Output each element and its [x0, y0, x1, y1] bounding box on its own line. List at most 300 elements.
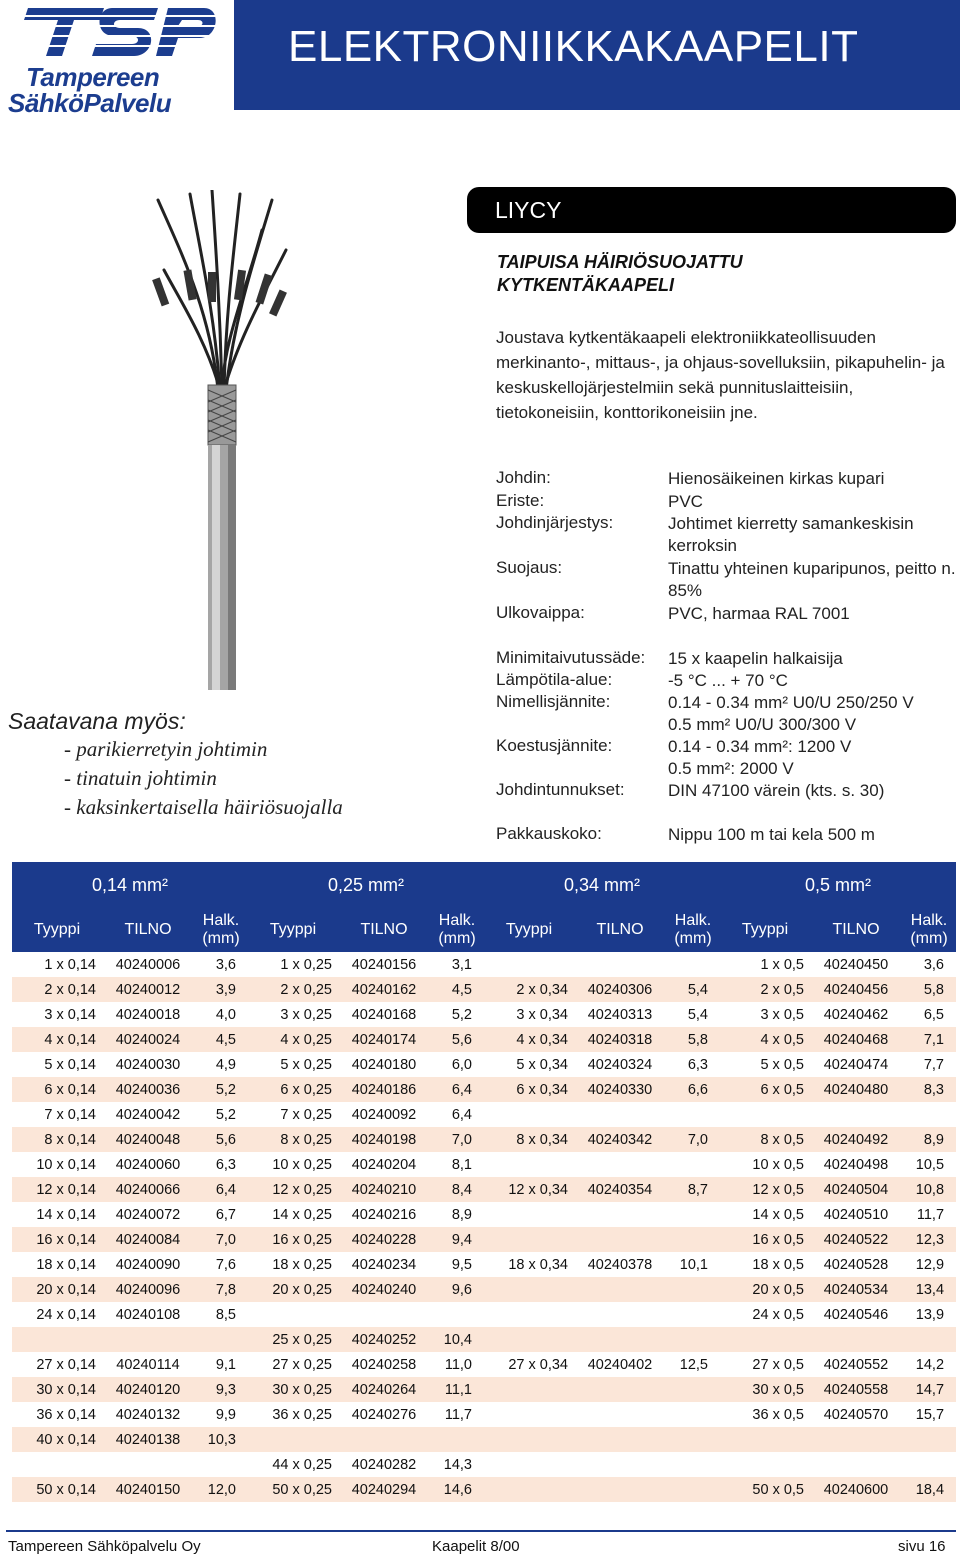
- cell-tilno: 40240402: [574, 1352, 666, 1377]
- cell-tilno: [574, 1102, 666, 1127]
- table-row: [12, 1427, 956, 1452]
- cell-tilno: 40240048: [102, 1127, 194, 1152]
- cell-type: [484, 1477, 574, 1502]
- spec-value: 0.14 - 0.34 mm²: 1200 V 0.5 mm²: 2000 V: [668, 737, 852, 778]
- cell-type: [484, 1202, 574, 1227]
- cell-tilno: 40240570: [810, 1402, 902, 1427]
- cell-type: 36 x 0,25: [248, 1402, 338, 1427]
- table-row: [12, 1077, 956, 1102]
- product-description: Joustava kytkentäkaapeli elektroniikkateollisuuden merkinanto-, mittaus-, ja ohjaus-sovelluksiin, pikapuhelin- ja keskuskellojärjestelmiin sekä punnituslaitteisiin, tietokoneisiin, konttorikoneisiin jne.: [496, 328, 945, 422]
- cell-tilno: 40240354: [574, 1177, 666, 1202]
- cell-tilno: 40240510: [810, 1202, 902, 1227]
- cell-type: 16 x 0,14: [12, 1227, 102, 1252]
- cell-diameter: [666, 952, 720, 977]
- footer-catalog: Kaapelit 8/00: [432, 1538, 520, 1555]
- spec-label: Eriste:: [496, 491, 545, 510]
- cell-diameter: 3,9: [194, 977, 248, 1002]
- cell-type: 2 x 0,34: [484, 977, 574, 1002]
- cell-type: [484, 1377, 574, 1402]
- spec-label: Pakkauskoko:: [496, 824, 602, 843]
- column-diameter: Halk. (mm): [902, 908, 956, 952]
- cell-tilno: 40240174: [338, 1027, 430, 1052]
- cell-type: 5 x 0,14: [12, 1052, 102, 1077]
- cell-type: 4 x 0,25: [248, 1027, 338, 1052]
- cell-type: [720, 1327, 810, 1352]
- cell-diameter: [666, 1327, 720, 1352]
- cell-diameter: 9,3: [194, 1377, 248, 1402]
- cell-type: 12 x 0,14: [12, 1177, 102, 1202]
- cell-tilno: [574, 1277, 666, 1302]
- spec-label: Johdin:: [496, 468, 551, 487]
- cell-tilno: [574, 1302, 666, 1327]
- cell-type: 20 x 0,14: [12, 1277, 102, 1302]
- product-code: LIYCY: [495, 197, 562, 223]
- cell-type: [484, 1452, 574, 1477]
- page-footer: [6, 1530, 956, 1556]
- cell-diameter: 10,1: [666, 1252, 720, 1277]
- cell-diameter: 11,1: [430, 1377, 484, 1402]
- cell-diameter: 8,9: [902, 1127, 956, 1152]
- cell-diameter: 14,3: [430, 1452, 484, 1477]
- cell-type: 5 x 0,25: [248, 1052, 338, 1077]
- cell-tilno: 40240030: [102, 1052, 194, 1077]
- cell-tilno: 40240084: [102, 1227, 194, 1252]
- group-cross-section: 0,25 mm²: [248, 862, 484, 908]
- logo-text-line2: SähköPalvelu: [8, 88, 172, 118]
- cell-type: 1 x 0,25: [248, 952, 338, 977]
- cell-type: 4 x 0,5: [720, 1027, 810, 1052]
- cell-tilno: 40240498: [810, 1152, 902, 1177]
- column-tilno: TILNO: [810, 908, 902, 952]
- cell-type: 30 x 0,25: [248, 1377, 338, 1402]
- cell-diameter: 6,6: [666, 1077, 720, 1102]
- column-tilno: TILNO: [574, 908, 666, 952]
- cell-diameter: [902, 1102, 956, 1127]
- cell-tilno: 40240378: [574, 1252, 666, 1277]
- also-item: - tinatuin johtimin: [64, 766, 217, 790]
- cell-type: 36 x 0,5: [720, 1402, 810, 1427]
- company-logo: [8, 6, 218, 116]
- cell-diameter: 9,1: [194, 1352, 248, 1377]
- cell-type: 1 x 0,14: [12, 952, 102, 977]
- cell-tilno: [574, 1477, 666, 1502]
- cell-diameter: [666, 1277, 720, 1302]
- cell-tilno: 40240534: [810, 1277, 902, 1302]
- cell-diameter: 5,6: [194, 1127, 248, 1152]
- cell-diameter: 9,9: [194, 1402, 248, 1427]
- cell-type: 50 x 0,25: [248, 1477, 338, 1502]
- cell-diameter: 8,9: [430, 1202, 484, 1227]
- table-row: [12, 1127, 956, 1152]
- cell-tilno: 40240114: [102, 1352, 194, 1377]
- table-row: [12, 1027, 956, 1052]
- cell-tilno: 40240186: [338, 1077, 430, 1102]
- cell-tilno: 40240006: [102, 952, 194, 977]
- cell-type: [484, 1402, 574, 1427]
- spec-value: 15 x kaapelin halkaisija: [668, 649, 843, 668]
- column-tilno: TILNO: [102, 908, 194, 952]
- cell-tilno: 40240018: [102, 1002, 194, 1027]
- cell-tilno: 40240108: [102, 1302, 194, 1327]
- spec-value: 0.14 - 0.34 mm² U0/U 250/250 V 0.5 mm² U0/U 300/300 V: [668, 693, 914, 734]
- spec-value: -5 °C ... + 70 °C: [668, 671, 788, 690]
- cell-diameter: [666, 1227, 720, 1252]
- table-row: [12, 1202, 956, 1227]
- cell-diameter: 14,6: [430, 1477, 484, 1502]
- cell-type: 20 x 0,25: [248, 1277, 338, 1302]
- cell-type: 20 x 0,5: [720, 1277, 810, 1302]
- product-table: [12, 862, 956, 1502]
- spec-label: Minimitaivutussäde:: [496, 648, 646, 667]
- cell-type: 6 x 0,5: [720, 1077, 810, 1102]
- cell-diameter: [194, 1327, 248, 1352]
- cell-tilno: 40240180: [338, 1052, 430, 1077]
- cell-diameter: 9,4: [430, 1227, 484, 1252]
- cell-diameter: 12,9: [902, 1252, 956, 1277]
- cell-type: [248, 1302, 338, 1327]
- cell-type: 6 x 0,14: [12, 1077, 102, 1102]
- cell-tilno: [574, 1377, 666, 1402]
- cell-tilno: 40240036: [102, 1077, 194, 1102]
- cell-diameter: 7,8: [194, 1277, 248, 1302]
- cell-diameter: 6,4: [430, 1102, 484, 1127]
- cell-type: 2 x 0,5: [720, 977, 810, 1002]
- cell-type: 4 x 0,34: [484, 1027, 574, 1052]
- cell-tilno: [574, 1452, 666, 1477]
- cell-diameter: [666, 1302, 720, 1327]
- cell-diameter: 4,5: [430, 977, 484, 1002]
- table-row: [12, 1277, 956, 1302]
- cell-tilno: 40240552: [810, 1352, 902, 1377]
- cell-type: 18 x 0,14: [12, 1252, 102, 1277]
- cell-diameter: 7,0: [430, 1127, 484, 1152]
- cell-type: 14 x 0,5: [720, 1202, 810, 1227]
- cell-tilno: 40240150: [102, 1477, 194, 1502]
- cell-diameter: 8,7: [666, 1177, 720, 1202]
- table-row: [12, 1377, 956, 1402]
- cell-type: [484, 952, 574, 977]
- column-type: Tyyppi: [720, 908, 810, 952]
- cell-tilno: [102, 1452, 194, 1477]
- cell-type: 8 x 0,5: [720, 1127, 810, 1152]
- cell-tilno: 40240468: [810, 1027, 902, 1052]
- table-row: [12, 1252, 956, 1277]
- table-row: [12, 1152, 956, 1177]
- cell-diameter: [194, 1452, 248, 1477]
- cell-diameter: 5,2: [194, 1077, 248, 1102]
- spec-value: Nippu 100 m tai kela 500 m: [668, 825, 875, 844]
- cell-tilno: 40240228: [338, 1227, 430, 1252]
- cell-diameter: 8,3: [902, 1077, 956, 1102]
- cell-type: 10 x 0,25: [248, 1152, 338, 1177]
- cell-tilno: [574, 1327, 666, 1352]
- spec-value: PVC: [668, 492, 703, 511]
- cell-tilno: 40240168: [338, 1002, 430, 1027]
- cell-diameter: 9,5: [430, 1252, 484, 1277]
- cell-diameter: 6,4: [194, 1177, 248, 1202]
- cell-tilno: 40240528: [810, 1252, 902, 1277]
- cell-diameter: 14,7: [902, 1377, 956, 1402]
- cell-tilno: 40240276: [338, 1402, 430, 1427]
- cell-diameter: 7,6: [194, 1252, 248, 1277]
- cell-tilno: 40240450: [810, 952, 902, 977]
- cell-tilno: 40240090: [102, 1252, 194, 1277]
- table-row: [12, 1002, 956, 1027]
- cell-tilno: 40240318: [574, 1027, 666, 1052]
- cell-tilno: 40240072: [102, 1202, 194, 1227]
- cell-diameter: 3,6: [194, 952, 248, 977]
- page-title: ELEKTRONIIKKAKAAPELIT: [288, 22, 859, 71]
- cell-type: 8 x 0,14: [12, 1127, 102, 1152]
- cell-diameter: 6,3: [194, 1152, 248, 1177]
- spec-value: Tinattu yhteinen kuparipunos, peitto n. 85%: [668, 559, 956, 600]
- cell-tilno: 40240060: [102, 1152, 194, 1177]
- cell-diameter: 10,4: [430, 1327, 484, 1352]
- cell-tilno: 40240138: [102, 1427, 194, 1452]
- cell-type: 8 x 0,25: [248, 1127, 338, 1152]
- cell-diameter: 11,7: [902, 1202, 956, 1227]
- cell-type: 3 x 0,14: [12, 1002, 102, 1027]
- cell-type: [484, 1227, 574, 1252]
- spec-value: Hienosäikeinen kirkas kupari: [668, 469, 885, 488]
- cell-diameter: 14,2: [902, 1352, 956, 1377]
- cell-diameter: 12,5: [666, 1352, 720, 1377]
- cell-diameter: [666, 1427, 720, 1452]
- cell-diameter: [666, 1477, 720, 1502]
- cell-type: 18 x 0,25: [248, 1252, 338, 1277]
- table-row: [12, 1477, 956, 1502]
- cell-diameter: 11,0: [430, 1352, 484, 1377]
- table-row: [12, 1452, 956, 1477]
- cell-tilno: [574, 1202, 666, 1227]
- cell-tilno: [810, 1327, 902, 1352]
- cell-diameter: 8,5: [194, 1302, 248, 1327]
- cell-tilno: 40240522: [810, 1227, 902, 1252]
- cell-type: 18 x 0,5: [720, 1252, 810, 1277]
- cell-type: 36 x 0,14: [12, 1402, 102, 1427]
- cell-tilno: [810, 1427, 902, 1452]
- product-code-banner: [467, 187, 956, 233]
- cell-type: 50 x 0,5: [720, 1477, 810, 1502]
- cell-diameter: [902, 1427, 956, 1452]
- cell-diameter: 8,1: [430, 1152, 484, 1177]
- cell-tilno: 40240162: [338, 977, 430, 1002]
- cell-tilno: 40240012: [102, 977, 194, 1002]
- cell-type: 6 x 0,25: [248, 1077, 338, 1102]
- cell-type: 12 x 0,34: [484, 1177, 574, 1202]
- cell-diameter: 5,2: [430, 1002, 484, 1027]
- cell-type: 12 x 0,25: [248, 1177, 338, 1202]
- cell-type: 8 x 0,34: [484, 1127, 574, 1152]
- cell-tilno: 40240342: [574, 1127, 666, 1152]
- column-type: Tyyppi: [12, 908, 102, 952]
- cell-type: 12 x 0,5: [720, 1177, 810, 1202]
- product-subtitle: [497, 251, 917, 297]
- table-row: [12, 1352, 956, 1377]
- table-row: [12, 1177, 956, 1202]
- cell-tilno: 40240324: [574, 1052, 666, 1077]
- also-title: Saatavana myös:: [8, 708, 186, 734]
- subtitle-line: TAIPUISA HÄIRIÖSUOJATTU: [497, 252, 743, 272]
- cell-type: 27 x 0,5: [720, 1352, 810, 1377]
- cell-tilno: 40240264: [338, 1377, 430, 1402]
- cell-tilno: 40240294: [338, 1477, 430, 1502]
- cell-type: [12, 1452, 102, 1477]
- cell-tilno: 40240096: [102, 1277, 194, 1302]
- spec-label: Nimellisjännite:: [496, 692, 611, 711]
- cell-diameter: [666, 1102, 720, 1127]
- cell-type: 30 x 0,5: [720, 1377, 810, 1402]
- cell-tilno: 40240204: [338, 1152, 430, 1177]
- cell-type: 2 x 0,14: [12, 977, 102, 1002]
- cell-type: 10 x 0,14: [12, 1152, 102, 1177]
- cell-diameter: 7,1: [902, 1027, 956, 1052]
- cell-diameter: [902, 1452, 956, 1477]
- cell-type: 5 x 0,5: [720, 1052, 810, 1077]
- cell-diameter: 12,3: [902, 1227, 956, 1252]
- column-diameter: Halk. (mm): [666, 908, 720, 952]
- group-cross-section: 0,5 mm²: [720, 862, 956, 908]
- cell-type: [484, 1152, 574, 1177]
- cell-diameter: 11,7: [430, 1402, 484, 1427]
- also-item: - kaksinkertaisella häiriösuojalla: [64, 795, 343, 819]
- cell-tilno: 40240258: [338, 1352, 430, 1377]
- spec-value: Johtimet kierretty samankeskisin kerroksin: [668, 514, 914, 555]
- cell-type: 27 x 0,14: [12, 1352, 102, 1377]
- cell-type: 6 x 0,34: [484, 1077, 574, 1102]
- cell-type: 7 x 0,14: [12, 1102, 102, 1127]
- column-diameter: Halk. (mm): [194, 908, 248, 952]
- subtitle-line: KYTKENTÄKAAPELI: [497, 275, 675, 295]
- cell-diameter: 10,5: [902, 1152, 956, 1177]
- cell-diameter: 6,7: [194, 1202, 248, 1227]
- cell-diameter: 8,4: [430, 1177, 484, 1202]
- cell-tilno: 40240042: [102, 1102, 194, 1127]
- cell-diameter: 7,0: [194, 1227, 248, 1252]
- cell-diameter: 15,7: [902, 1402, 956, 1427]
- cell-diameter: 3,6: [902, 952, 956, 977]
- cell-tilno: 40240504: [810, 1177, 902, 1202]
- spec-label: Johdintunnukset:: [496, 780, 625, 799]
- spec-label: Koestusjännite:: [496, 736, 613, 755]
- cell-tilno: 40240252: [338, 1327, 430, 1352]
- cell-diameter: [430, 1427, 484, 1452]
- logo-text-line1: Tampereen: [26, 62, 160, 92]
- cell-type: 10 x 0,5: [720, 1152, 810, 1177]
- cell-diameter: 5,4: [666, 977, 720, 1002]
- cell-diameter: 5,2: [194, 1102, 248, 1127]
- cell-diameter: 3,1: [430, 952, 484, 977]
- table-group-header: [12, 862, 956, 908]
- cell-diameter: 4,0: [194, 1002, 248, 1027]
- cell-diameter: 4,9: [194, 1052, 248, 1077]
- cell-type: 50 x 0,14: [12, 1477, 102, 1502]
- cell-tilno: [574, 952, 666, 977]
- cell-diameter: 10,8: [902, 1177, 956, 1202]
- cell-type: 27 x 0,25: [248, 1352, 338, 1377]
- cell-type: 24 x 0,5: [720, 1302, 810, 1327]
- cable-image: [150, 190, 290, 690]
- also-item: - parikierretyin johtimin: [64, 737, 268, 761]
- cell-diameter: 5,8: [666, 1027, 720, 1052]
- cell-type: [484, 1427, 574, 1452]
- cell-type: 18 x 0,34: [484, 1252, 574, 1277]
- group-cross-section: 0,34 mm²: [484, 862, 720, 908]
- cell-type: 3 x 0,34: [484, 1002, 574, 1027]
- cell-diameter: 10,3: [194, 1427, 248, 1452]
- cell-type: [720, 1102, 810, 1127]
- cell-diameter: 6,5: [902, 1002, 956, 1027]
- cell-diameter: 5,8: [902, 977, 956, 1002]
- column-diameter: Halk. (mm): [430, 908, 484, 952]
- cell-diameter: [666, 1402, 720, 1427]
- cell-type: 1 x 0,5: [720, 952, 810, 977]
- table-row: [12, 1052, 956, 1077]
- spec-label: Suojaus:: [496, 558, 563, 577]
- table-row: [12, 977, 956, 1002]
- cell-tilno: [338, 1427, 430, 1452]
- table-column-header: [12, 908, 956, 952]
- cell-type: 5 x 0,34: [484, 1052, 574, 1077]
- cell-diameter: 12,0: [194, 1477, 248, 1502]
- cell-tilno: [574, 1427, 666, 1452]
- cell-diameter: 5,6: [430, 1027, 484, 1052]
- cell-type: 25 x 0,25: [248, 1327, 338, 1352]
- cell-type: [484, 1302, 574, 1327]
- cell-type: [484, 1102, 574, 1127]
- cell-type: 44 x 0,25: [248, 1452, 338, 1477]
- cell-diameter: [666, 1152, 720, 1177]
- cell-tilno: 40240132: [102, 1402, 194, 1427]
- cell-diameter: 7,0: [666, 1127, 720, 1152]
- cell-type: 16 x 0,5: [720, 1227, 810, 1252]
- cell-type: [12, 1327, 102, 1352]
- footer-company: Tampereen Sähköpalvelu Oy: [8, 1538, 201, 1555]
- cell-type: [484, 1277, 574, 1302]
- spec-value: DIN 47100 värein (kts. s. 30): [668, 781, 885, 800]
- cell-diameter: 6,4: [430, 1077, 484, 1102]
- cell-diameter: [666, 1452, 720, 1477]
- cell-type: 14 x 0,14: [12, 1202, 102, 1227]
- cell-tilno: 40240120: [102, 1377, 194, 1402]
- table-row: [12, 1327, 956, 1352]
- cell-tilno: 40240558: [810, 1377, 902, 1402]
- cell-type: 3 x 0,25: [248, 1002, 338, 1027]
- cell-tilno: 40240474: [810, 1052, 902, 1077]
- tsp-logo-mark: [8, 2, 218, 62]
- also-available: [8, 708, 408, 822]
- cell-tilno: 40240156: [338, 952, 430, 977]
- group-cross-section: 0,14 mm²: [12, 862, 248, 908]
- cell-tilno: 40240282: [338, 1452, 430, 1477]
- cell-tilno: 40240456: [810, 977, 902, 1002]
- spec-label: Lämpötila-alue:: [496, 670, 613, 689]
- cell-type: [720, 1427, 810, 1452]
- column-type: Tyyppi: [484, 908, 574, 952]
- cell-tilno: 40240066: [102, 1177, 194, 1202]
- cell-diameter: 4,5: [194, 1027, 248, 1052]
- cell-diameter: [902, 1327, 956, 1352]
- cell-type: [484, 1327, 574, 1352]
- cell-diameter: 6,0: [430, 1052, 484, 1077]
- cell-type: 14 x 0,25: [248, 1202, 338, 1227]
- table-row: [12, 1227, 956, 1252]
- cell-tilno: 40240216: [338, 1202, 430, 1227]
- cell-tilno: 40240210: [338, 1177, 430, 1202]
- cell-tilno: 40240330: [574, 1077, 666, 1102]
- cell-tilno: [574, 1402, 666, 1427]
- cell-tilno: [102, 1327, 194, 1352]
